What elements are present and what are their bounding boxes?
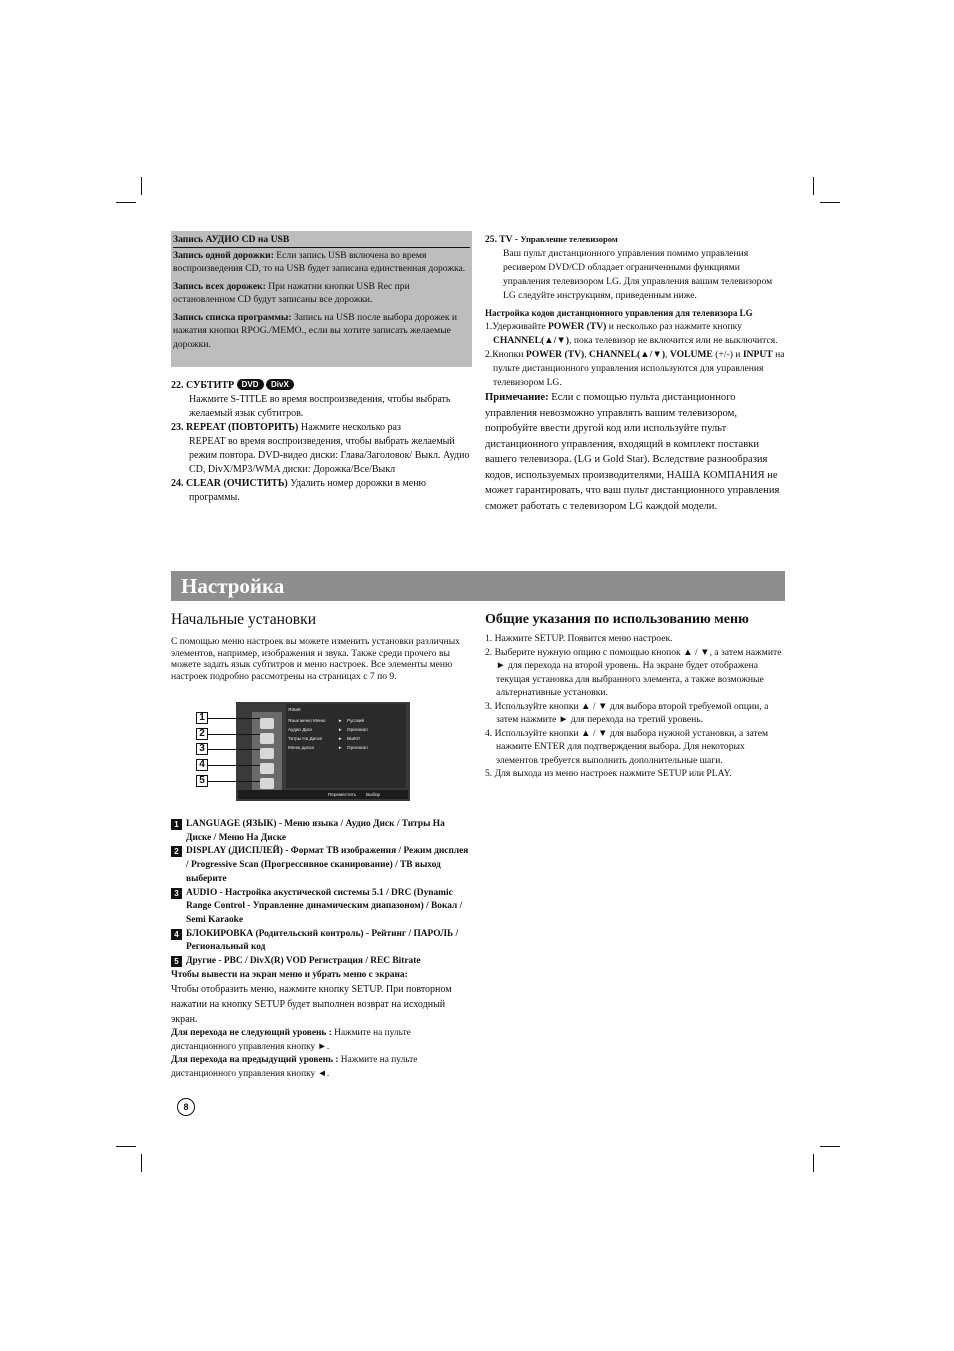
next-level-text: Для перехода не следующий уровень : Нажмите на пульте дистанционного управления кнопку ►. bbox=[171, 1028, 411, 1052]
crop-mark bbox=[813, 177, 814, 195]
tv-desc: Ваш пульт дистанционного управления помимо управления ресивером DVD/CD обладает ограниченными функциями управления телевизором LG. Для управления вашим телевизором LG следуйте инструкциям, приведенным ниже. bbox=[503, 248, 773, 301]
crop-mark bbox=[141, 177, 142, 195]
initial-settings-heading: Начальные установки bbox=[171, 611, 317, 628]
screen-row-label: Титры На Диске bbox=[288, 736, 323, 741]
tv-step-1: 1.Удерживайте POWER (TV) и несколько раз нажмите кнопку CHANNEL(▲/▼), пока телевизор не включится или не выключится. bbox=[485, 321, 778, 346]
prev-level-text: Для перехода на предыдущий уровень : Нажмите на пульте дистанционного управления кнопку ◄. bbox=[171, 1055, 418, 1079]
arrow-icon: ► bbox=[338, 736, 343, 741]
general-steps bbox=[485, 632, 785, 781]
others-icon bbox=[260, 778, 274, 789]
item-repeat: 23. REPEAT (ПОВТОРИТЬ) Нажмите несколько раз bbox=[171, 422, 401, 433]
callout-2: 2 bbox=[196, 728, 208, 740]
screen-title: ЯЗЫК bbox=[288, 707, 301, 712]
language-icon bbox=[260, 718, 274, 729]
divx-badge: DivX bbox=[266, 379, 294, 390]
callout-leader bbox=[208, 718, 260, 719]
tv-codes-heading: Настройка кодов дистанционного управления для телевизора LG bbox=[485, 308, 753, 318]
arrow-icon: ► bbox=[338, 745, 343, 750]
page-number: 8 bbox=[177, 1098, 195, 1116]
general-step: 4. Используйте кнопки ▲ / ▼ для выбора нужной установки, а затем нажмите ENTER для подтверждения выбора. Для некоторых элементов требуется выполнить дополнительные шаги. bbox=[485, 727, 769, 766]
tv-step-2: 2.Кнопки POWER (TV), CHANNEL(▲/▼), VOLUME (+/-) и INPUT на пульте дистанционного управления используются для управления телевизором LG. bbox=[485, 349, 785, 388]
callout-leader bbox=[208, 765, 260, 766]
initial-settings bbox=[171, 612, 471, 682]
item-clear: 24. CLEAR (ОЧИСТИТЬ) Удалить номер дорожки в меню bbox=[171, 478, 427, 489]
usb-recording-box bbox=[171, 231, 472, 367]
remote-items-22-24 bbox=[171, 379, 471, 505]
screen-row-label: Меню диска bbox=[288, 745, 314, 750]
display-icon bbox=[260, 733, 274, 744]
callout-5: 5 bbox=[196, 775, 208, 787]
tv-note: Примечание: Если с помощью пульта дистанционного управления невозможно управлять вашим телевизором, попробуйте ввести другой код или используйте пульт дистанционного управления, входящий в комплект поставки вашего телевизора. (LG и Gold Star). Вследствие разнообразия кодов, используемых производителями, НАША КОМПАНИЯ не может гарантировать, что ваш пульт дистанционного управления сможет работать с телевизором LG каждой модели. bbox=[485, 392, 780, 512]
screen-row-value: Оригинал bbox=[347, 727, 368, 732]
crop-mark bbox=[813, 1154, 814, 1172]
item-repeat-desc: REPEAT во время воспроизведения, чтобы выбрать желаемый режим повтора. DVD-видео диски: Глава/Заголовок/ Выкл. Аудио CD, DivX/MP3/WMA диски: Дорожка/Все/Выкл bbox=[189, 436, 470, 475]
crop-mark bbox=[820, 1146, 840, 1147]
usb-all-tracks: Запись всех дорожек: При нажатии кнопки USB Rec при остановленном CD будут записаны все дорожки. bbox=[173, 280, 410, 305]
general-step: 1. Нажмите SETUP. Появится меню настроек. bbox=[485, 633, 673, 644]
initial-settings-intro: С помощью меню настроек вы можете изменить установки различных элементов, например, изображения и звука. Также среди прочего вы можете задать язык субтитров и меню настроек. Все элементы меню настроек подробно рассмотрены на страницах с 7 по 9. bbox=[171, 636, 460, 682]
screen-row-value: ВЫКЛ bbox=[347, 736, 360, 741]
callout-leader bbox=[208, 749, 260, 750]
screen-footer-move: Переместить bbox=[328, 792, 357, 797]
item-subtitle-desc: Нажмите S-TITLE во время воспроизведения, чтобы выбрать желаемый язык субтитров. bbox=[189, 394, 451, 419]
legend-display: 2 DISPLAY (ДИСПЛЕЙ) - Формат ТВ изображения / Режим дисплея / Progressive Scan (Прогрессивное сканирование) / ТВ выход выберите bbox=[171, 845, 471, 886]
legend-others: 5 Другие - PBC / DivX(R) VOD Регистрация / REC Bitrate bbox=[171, 955, 471, 969]
screen-row-label: Язык меню Меню bbox=[288, 718, 326, 723]
usb-program-list: Запись списка программы: Запись на USB после выбора дорожек и нажатия кнопки RPOG./MEMO., если вы хотите записать желаемые дорожки. bbox=[173, 311, 458, 350]
audio-icon bbox=[260, 748, 274, 759]
callout-3: 3 bbox=[196, 743, 208, 755]
setup-menu-screenshot bbox=[236, 702, 410, 801]
legend-lock: 4 БЛОКИРОВКА (Родительский контроль) - Рейтинг / ПАРОЛЬ / Региональный код bbox=[171, 928, 471, 955]
callout-4: 4 bbox=[196, 759, 208, 771]
screen-row-label: Аудио Диск bbox=[288, 727, 313, 732]
arrow-icon: ► bbox=[338, 727, 343, 732]
item-subtitle: 22. СУБТИТР DVD DivX bbox=[171, 379, 471, 393]
screen-row-value: Русский bbox=[347, 718, 365, 723]
screen-footer-select: Выбор bbox=[366, 792, 381, 797]
lock-icon bbox=[260, 763, 274, 774]
callout-leader bbox=[208, 781, 260, 782]
dvd-badge: DVD bbox=[237, 379, 264, 390]
usb-box-title: Запись АУДИО CD на USB bbox=[173, 233, 470, 248]
legend-language: 1 LANGUAGE (ЯЗЫК) - Меню языка / Аудио Диск / Титры На Диске / Меню На Диске bbox=[171, 818, 471, 845]
crop-mark bbox=[141, 1154, 142, 1172]
usb-single-track: Запись одной дорожки: Если запись USB включена во время воспроизведения CD, то на USB будет записана единственная дорожка. bbox=[173, 249, 466, 274]
screen-row-value: Оригинал bbox=[347, 745, 368, 750]
callout-leader bbox=[208, 734, 260, 735]
setup-legend bbox=[171, 818, 471, 1081]
screen-footer bbox=[238, 790, 408, 799]
section-banner: Настройка bbox=[171, 571, 785, 601]
arrow-icon: ► bbox=[338, 718, 343, 723]
crop-mark bbox=[116, 202, 136, 203]
tv-control-section bbox=[485, 232, 785, 514]
general-usage-heading: Общие указания по использованию меню bbox=[485, 612, 749, 627]
crop-mark bbox=[820, 202, 840, 203]
general-step: 5. Для выхода из меню настроек нажмите SETUP или PLAY. bbox=[485, 768, 732, 779]
show-menu-text: Чтобы отобразить меню, нажмите кнопку SETUP. При повторном нажатии на кнопку SETUP будет выполнен возврат на исходный экран. bbox=[171, 984, 452, 1026]
item-clear-desc: программы. bbox=[189, 492, 240, 503]
callout-1: 1 bbox=[196, 712, 208, 724]
general-step: 2. Выберите нужную опцию с помощью кнопок ▲ / ▼, а затем нажмите ► для перехода на второй уровень. На экране будет отображена текущая установка для выбранного элемента, а также возможные альтернативные установки. bbox=[485, 646, 782, 698]
legend-audio: 3 AUDIO - Настройка акустической системы 5.1 / DRC (Dynamic Range Control - Управление динамическим диапазоном) / Вокал / Semi Karaoke bbox=[171, 887, 471, 928]
crop-mark bbox=[116, 1146, 136, 1147]
general-step: 3. Используйте кнопки ▲ / ▼ для выбора второй требуемой опции, а затем нажмите ► для перехода на третий уровень. bbox=[485, 700, 769, 725]
general-usage bbox=[485, 613, 785, 781]
tv-title: 25. TV - Управление телевизором bbox=[485, 234, 618, 245]
show-menu-heading: Чтобы вывести на экран меню и убрать меню с экрана: bbox=[171, 969, 408, 980]
